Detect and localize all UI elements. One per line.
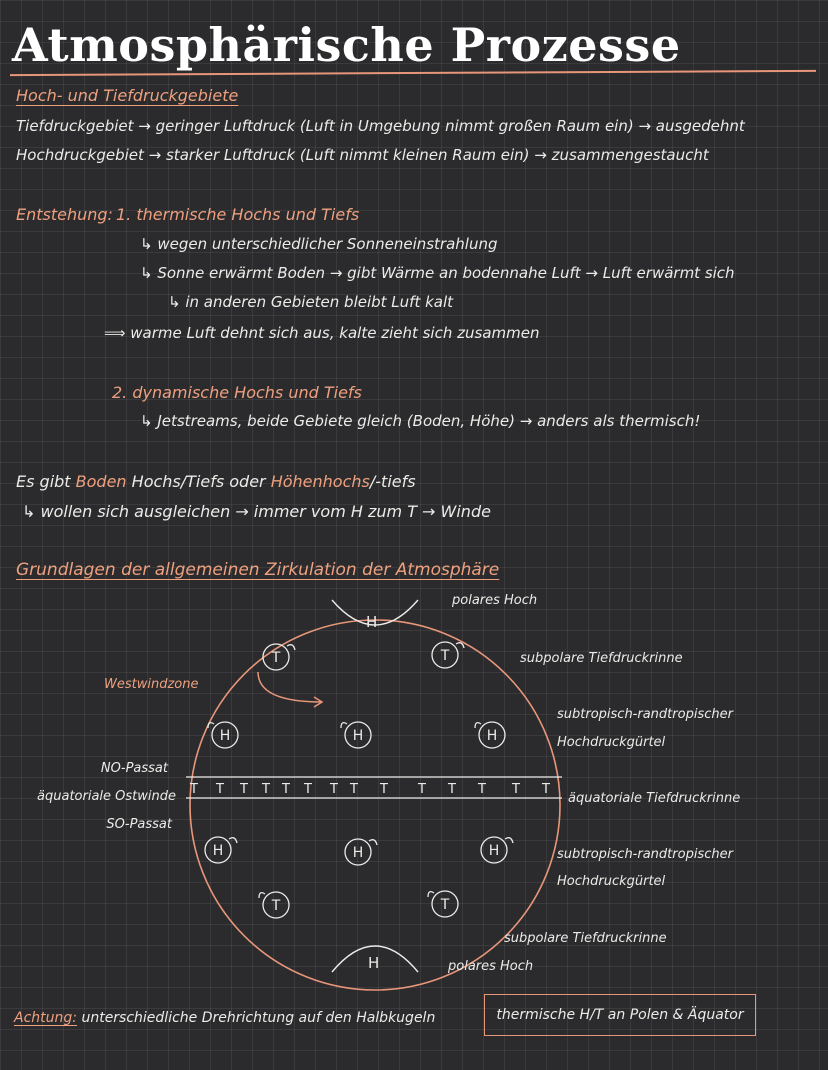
polar-high-bottom-h: H <box>368 954 380 972</box>
eq-t: T <box>240 782 248 797</box>
label-subtropical-bottom-2: Hochdruckgürtel <box>557 874 666 889</box>
thermische-process: ↳ Sonne erwärmt Boden → gibt Wärme an bodennahe Luft → Luft erwärmt sich <box>140 264 735 282</box>
label-so-passat: SO-Passat <box>106 817 172 832</box>
eq-t: T <box>350 782 358 797</box>
rotation-arrow <box>456 643 464 648</box>
thermische-reason: ↳ wegen unterschiedlicher Sonneneinstrahlung <box>140 235 498 253</box>
hoch-letter: H <box>352 845 364 861</box>
ausgleich-line: ↳ wollen sich ausgleichen → immer vom H zum T → Winde <box>22 502 491 521</box>
label-subtropical-top-1: subtropisch-randtropischer <box>557 707 733 722</box>
rotation-arrow <box>428 892 434 897</box>
tiefdruck-line: Tiefdruckgebiet → geringer Luftdruck (Luft in Umgebung nimmt großen Raum ein) → ausgedehnt <box>16 117 745 135</box>
dynamische-heading: 2. dynamische Hochs und Tiefs <box>112 383 362 402</box>
thermische-kalt: ↳ in anderen Gebieten bleibt Luft kalt <box>168 293 454 311</box>
line-pre: Es gibt <box>16 472 71 491</box>
label-polar-high-bottom: polares Hoch <box>448 959 534 974</box>
equator-t-row <box>189 782 550 797</box>
eq-t: T <box>304 782 312 797</box>
label-equatorial-trough: äquatoriale Tiefdruckrinne <box>568 791 741 806</box>
label-subpolar-bottom: subpolare Tiefdruckrinne <box>504 931 667 946</box>
eq-t: T <box>478 782 486 797</box>
section-heading-druckgebiete: Hoch- und Tiefdruckgebiete <box>16 86 239 105</box>
eq-t: T <box>190 782 198 797</box>
achtung-text: unterschiedliche Drehrichtung auf den Halbkugeln <box>81 1010 436 1026</box>
hoch-letter: H <box>212 843 224 859</box>
hoch-letter: H <box>352 728 364 744</box>
westwind-arrow <box>258 672 322 702</box>
rotation-arrow <box>259 893 265 898</box>
rotation-arrow <box>341 723 347 728</box>
hochdruck-line: Hochdruckgebiet → starker Luftdruck (Luft nimmt kleinen Raum ein) → zusammengestaucht <box>16 146 709 164</box>
label-polar-high-top: polares Hoch <box>452 593 538 608</box>
tief-letter: T <box>440 648 450 664</box>
hoch-letter: H <box>488 843 500 859</box>
boden-hoehen-line <box>16 472 416 491</box>
label-no-passat: NO-Passat <box>100 761 168 776</box>
rotation-arrow <box>505 838 513 843</box>
line-post: /-tiefs <box>369 472 416 491</box>
hoch-letter: H <box>219 728 231 744</box>
rotation-arrow <box>475 723 481 728</box>
polar-high-top-h: H <box>366 613 378 631</box>
page-title: Atmosphärische Prozesse <box>12 18 681 72</box>
dynamische-detail: ↳ Jetstreams, beide Gebiete gleich (Boden, Höhe) → anders als thermisch! <box>140 412 701 430</box>
thermische-conclusion: ⟹ warme Luft dehnt sich aus, kalte zieht sich zusammen <box>104 324 540 342</box>
eq-t: T <box>262 782 270 797</box>
eq-t: T <box>380 782 388 797</box>
rotation-arrow <box>369 840 377 845</box>
achtung-label: Achtung: <box>14 1010 77 1026</box>
label-subpolar-top: subpolare Tiefdruckrinne <box>520 651 683 666</box>
eq-t: T <box>282 782 290 797</box>
tief-letter: T <box>440 897 450 913</box>
eq-t: T <box>418 782 426 797</box>
eq-t: T <box>216 782 224 797</box>
entstehung-label: Entstehung: <box>16 205 113 224</box>
thermische-box: thermische H/T an Polen & Äquator <box>484 994 756 1036</box>
hoehen-word: Höhenhochs <box>270 472 370 491</box>
eq-t: T <box>330 782 338 797</box>
boden-word: Boden <box>75 472 127 491</box>
label-subtropical-bottom-1: subtropisch-randtropischer <box>557 847 733 862</box>
hoch-letter: H <box>486 728 498 744</box>
section-heading-zirkulation: Grundlagen der allgemeinen Zirkulation der Atmosphäre <box>16 560 500 580</box>
circulation-diagram <box>0 580 828 1000</box>
thermische-heading: 1. thermische Hochs und Tiefs <box>116 205 360 224</box>
achtung-note <box>14 1010 435 1026</box>
rotation-arrow <box>287 645 295 650</box>
tief-letter: T <box>271 650 281 666</box>
eq-t: T <box>542 782 550 797</box>
eq-t: T <box>512 782 520 797</box>
eq-t: T <box>448 782 456 797</box>
rotation-arrow <box>229 838 237 843</box>
line-mid: Hochs/Tiefs oder <box>131 472 266 491</box>
label-ostwinde: äquatoriale Ostwinde <box>37 789 176 804</box>
label-subtropical-top-2: Hochdruckgürtel <box>557 735 666 750</box>
tief-letter: T <box>271 898 281 914</box>
label-westwindzone: Westwindzone <box>104 677 199 692</box>
